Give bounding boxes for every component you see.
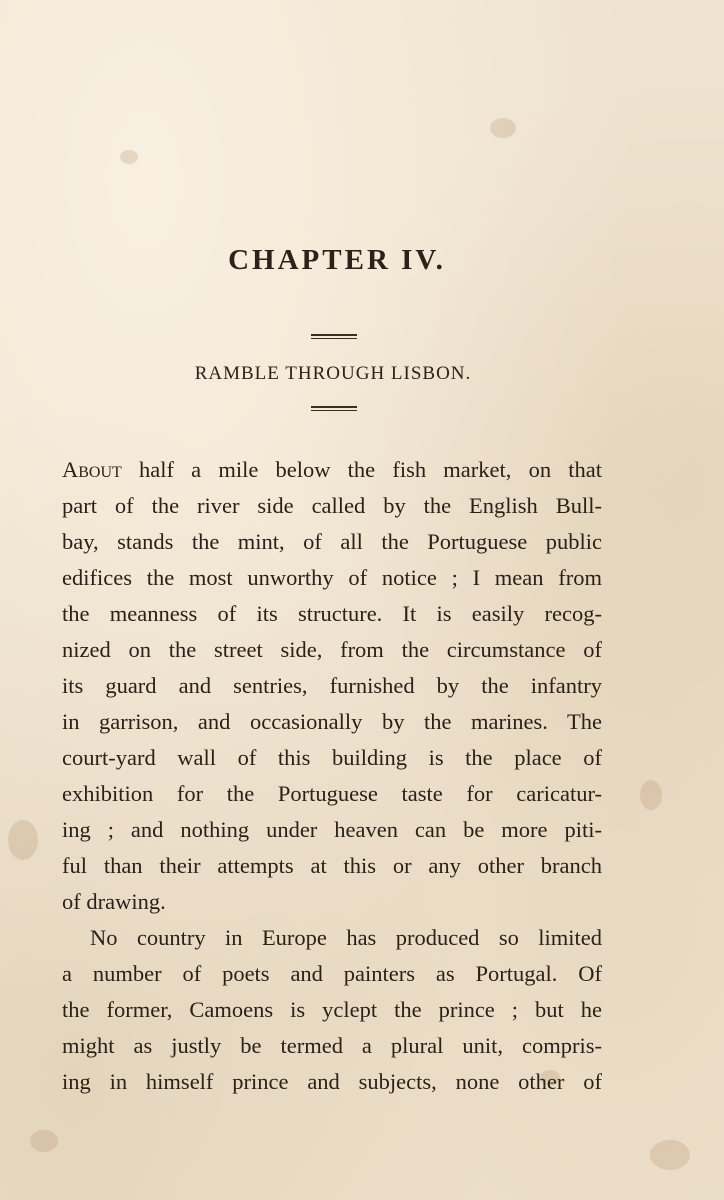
text-line: of drawing.: [62, 889, 166, 914]
text-line: bay, stands the mint, of all the Portuguese public: [62, 529, 602, 554]
text-line: the former, Camoens is yclept the prince ; but he: [62, 997, 602, 1022]
paragraph-1: [62, 452, 602, 920]
text-line: nized on the street side, from the circumstance of: [62, 637, 602, 662]
text-line: exhibition for the Portuguese taste for caricatur-: [62, 781, 602, 806]
text-line: part of the river side called by the English Bull-: [62, 493, 602, 518]
drop-word: About: [62, 457, 122, 482]
text-line: ing ; and nothing under heaven can be more piti-: [62, 817, 602, 842]
text-line: its guard and sentries, furnished by the infantry: [62, 673, 602, 698]
body-text: [62, 452, 602, 1100]
paragraph-2: [62, 920, 602, 1100]
foxing-spot: [120, 150, 138, 164]
text-line: [62, 452, 602, 488]
section-title: RAMBLE THROUGH LISBON.: [194, 363, 472, 384]
text-line: might as justly be termed a plural unit, compris-: [62, 1033, 602, 1058]
text-line: in garrison, and occasionally by the marines. The: [62, 709, 602, 734]
text-line: court-yard wall of this building is the place of: [62, 745, 602, 770]
first-line-rest: half a mile below the fish market, on that: [121, 457, 602, 482]
chapter-title: CHAPTER IV.: [228, 244, 446, 276]
foxing-spot: [8, 820, 38, 860]
foxing-spot: [30, 1130, 58, 1152]
text-line: the meanness of its structure. It is easily recog-: [62, 601, 602, 626]
foxing-spot: [640, 780, 662, 810]
foxing-spot: [490, 118, 516, 138]
text-line: edifices the most unworthy of notice ; I mean from: [62, 565, 602, 590]
text-line: No country in Europe has produced so limited: [90, 925, 602, 950]
ornamental-rule-bottom: [311, 406, 357, 411]
text-line: ing in himself prince and subjects, none other of: [62, 1069, 602, 1094]
text-line: ful than their attempts at this or any other branch: [62, 853, 602, 878]
ornamental-rule-top: [311, 334, 357, 339]
foxing-spot: [650, 1140, 690, 1170]
text-line: a number of poets and painters as Portugal. Of: [62, 961, 602, 986]
